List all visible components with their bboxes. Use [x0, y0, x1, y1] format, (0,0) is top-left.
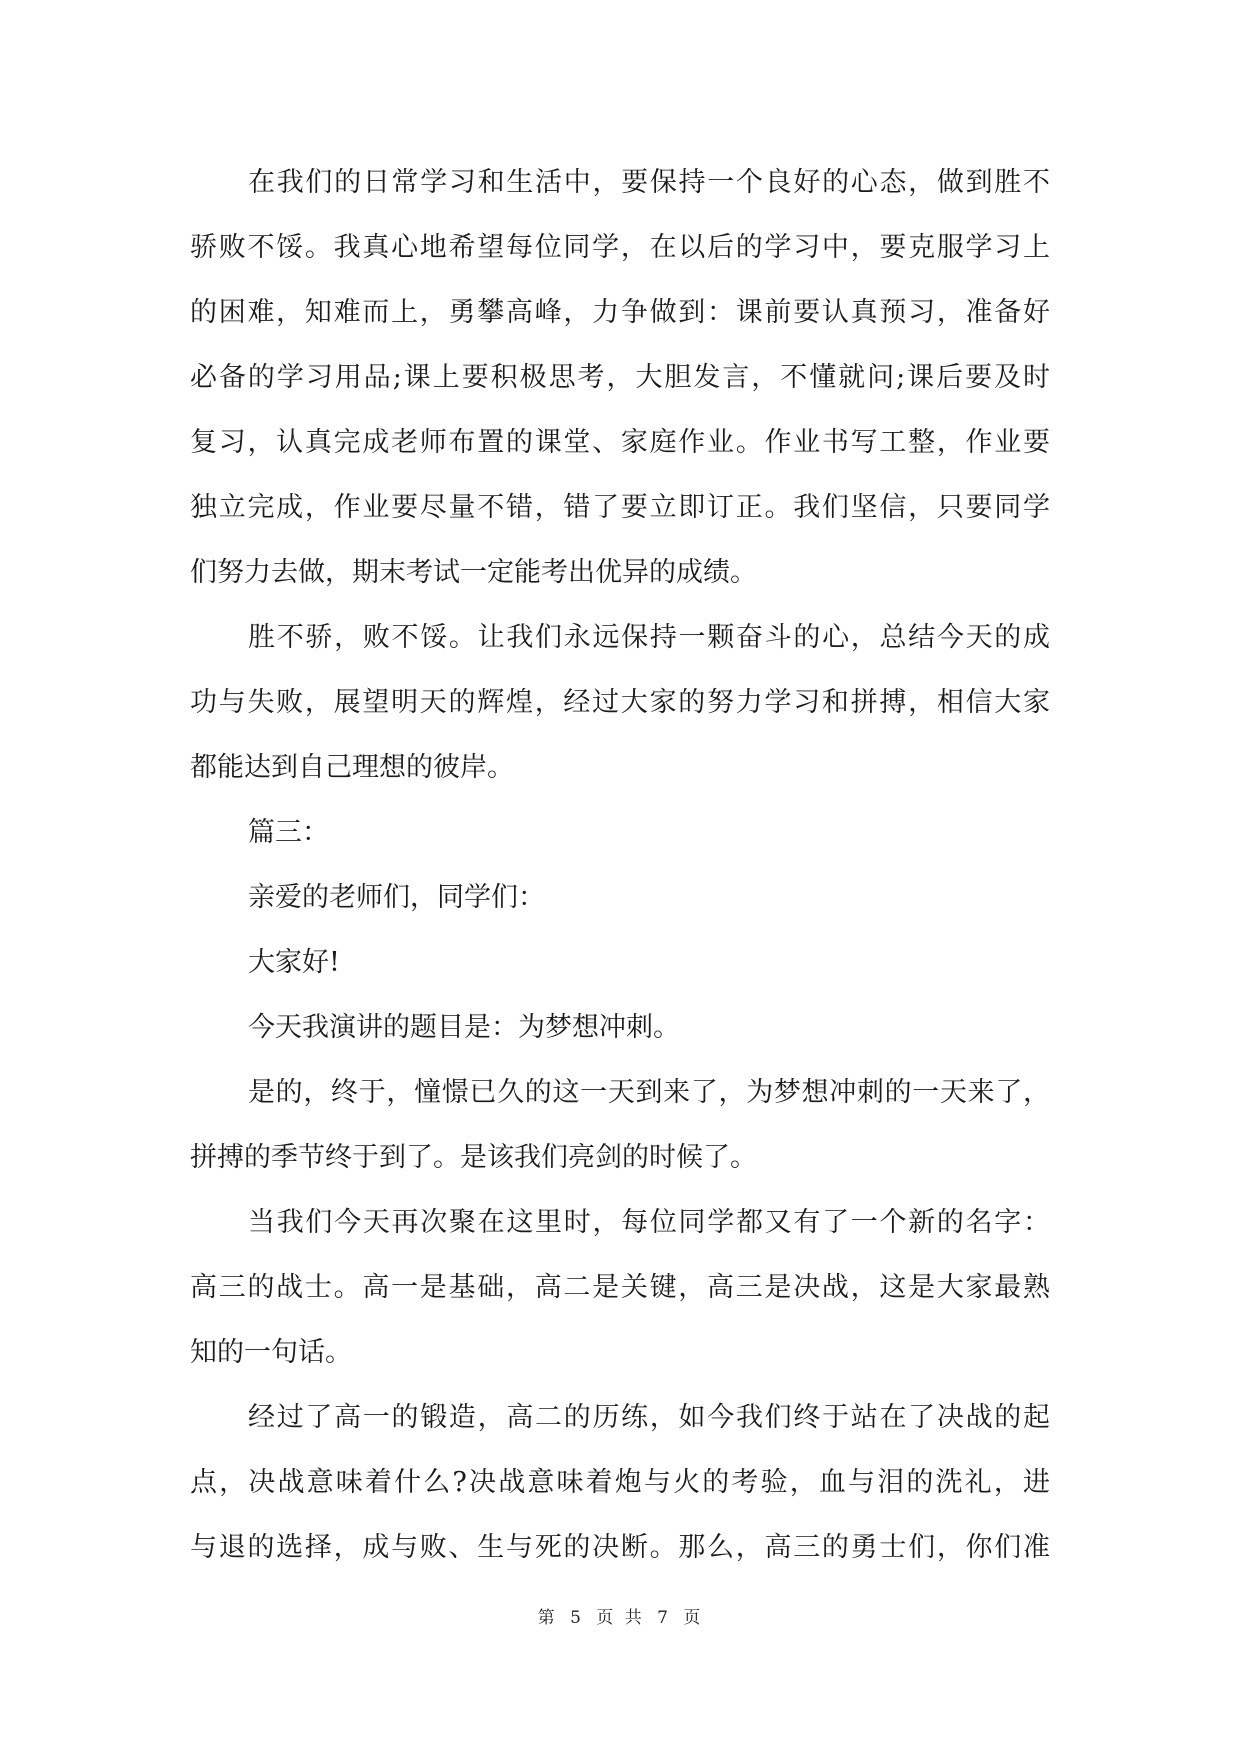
text-line: 们努力去做，期末考试一定能考出优异的成绩。 [190, 557, 757, 588]
text-line: 的困难，知难而上，勇攀高峰，力争做到：课前要认真预习，准备好 [190, 297, 1050, 328]
paragraph [190, 150, 1050, 605]
page-number: 5 [570, 1608, 584, 1628]
paragraph [190, 1190, 1050, 1385]
text-line: 篇三： [248, 817, 329, 848]
text-line: 胜不骄，败不馁。让我们永远保持一颗奋斗的心，总结今天的成 [248, 622, 1050, 653]
text-line: 亲爱的老师们，同学们： [248, 882, 545, 913]
section-heading [190, 800, 1050, 865]
footer-suffix: 页 [683, 1608, 704, 1628]
text-line: 大家好! [248, 947, 340, 978]
paragraph [190, 605, 1050, 800]
text-line: 今天我演讲的题目是：为梦想冲刺。 [248, 1012, 680, 1043]
footer-prefix: 第 [537, 1608, 558, 1628]
text-line: 都能达到自己理想的彼岸。 [190, 752, 514, 783]
text-line: 知的一句话。 [190, 1337, 352, 1368]
text-line: 与退的选择，成与败、生与死的决断。那么，高三的勇士们，你们准 [190, 1532, 1050, 1563]
text-line: 经过了高一的锻造，高二的历练，如今我们终于站在了决战的起 [248, 1402, 1050, 1433]
text-line: 拼搏的季节终于到了。是该我们亮剑的时候了。 [190, 1142, 757, 1173]
document-body [190, 150, 1050, 1580]
text-line: 在我们的日常学习和生活中，要保持一个良好的心态，做到胜不 [248, 167, 1050, 198]
speech-title-line [190, 995, 1050, 1060]
greeting [190, 930, 1050, 995]
text-line: 当我们今天再次聚在这里时，每位同学都又有了一个新的名字： [248, 1207, 1050, 1238]
page-total: 7 [657, 1608, 671, 1628]
text-line: 功与失败，展望明天的辉煌，经过大家的努力学习和拼搏，相信大家 [190, 687, 1050, 718]
paragraph [190, 1385, 1050, 1580]
text-line: 高三的战士。高一是基础，高二是关键，高三是决战，这是大家最熟 [190, 1272, 1050, 1303]
paragraph [190, 1060, 1050, 1190]
text-line: 复习，认真完成老师布置的课堂、家庭作业。作业书写工整，作业要 [190, 427, 1050, 458]
text-line: 独立完成，作业要尽量不错，错了要立即订正。我们坚信，只要同学 [190, 492, 1050, 523]
text-line: 必备的学习用品;课上要积极思考，大胆发言，不懂就问;课后要及时 [190, 362, 1050, 393]
page-footer [0, 1603, 1241, 1628]
footer-mid: 页 共 [596, 1608, 645, 1628]
text-line: 点，决战意味着什么?决战意味着炮与火的考验，血与泪的洗礼，进 [190, 1467, 1050, 1498]
text-line: 是的，终于，憧憬已久的这一天到来了，为梦想冲刺的一天来了， [248, 1077, 1050, 1108]
text-line: 骄败不馁。我真心地希望每位同学，在以后的学习中，要克服学习上 [190, 232, 1050, 263]
salutation [190, 865, 1050, 930]
